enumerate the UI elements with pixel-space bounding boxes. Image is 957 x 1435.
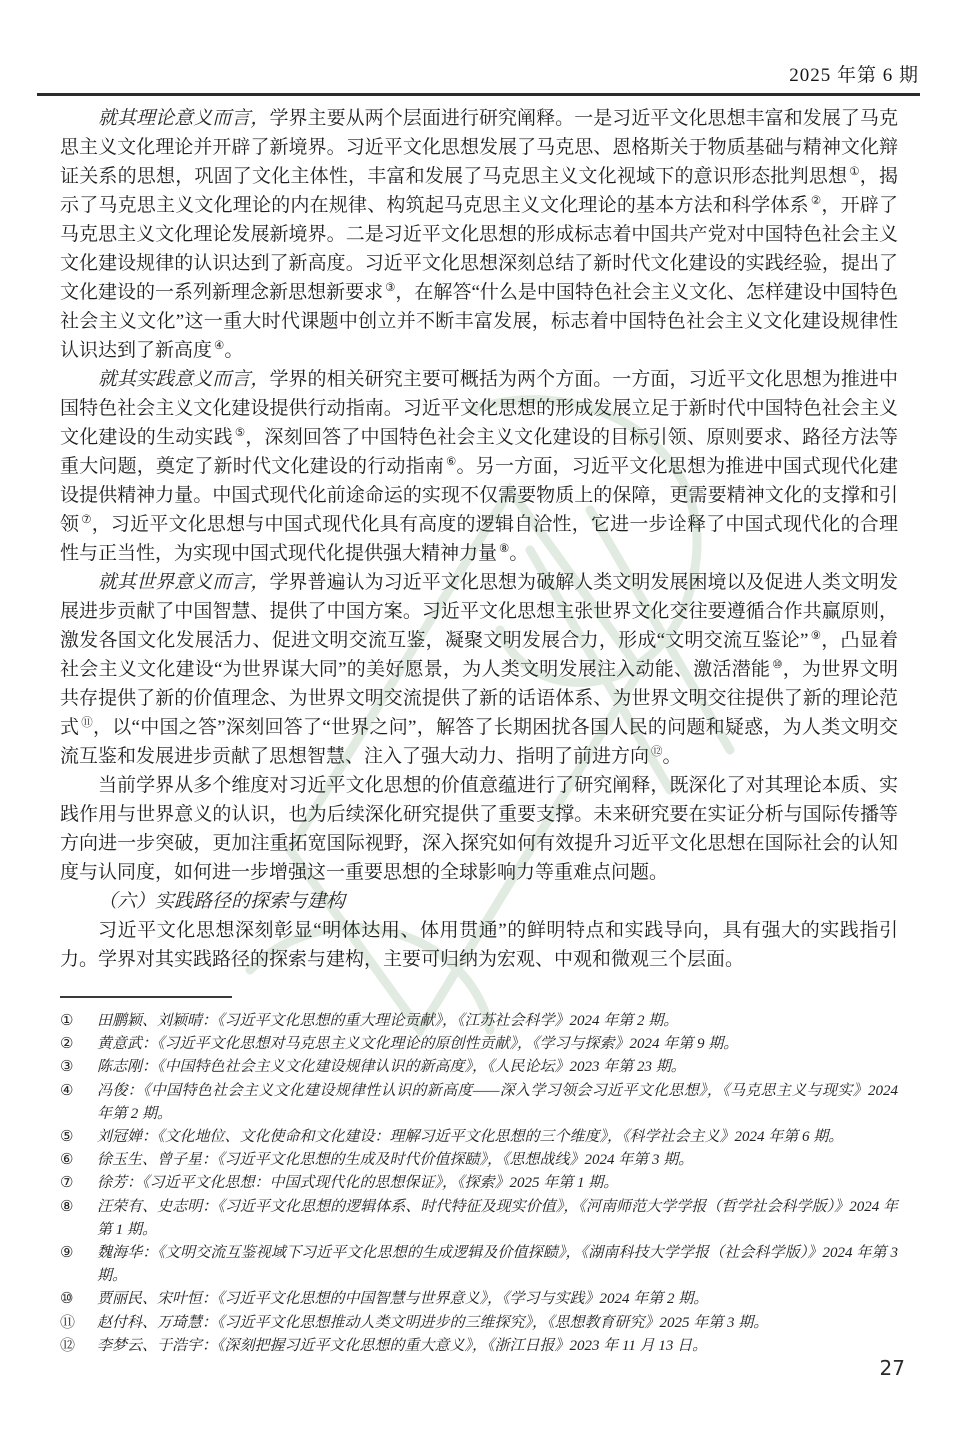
footnote-ref: ⑪ <box>81 716 94 729</box>
body-text: 。 <box>224 340 244 361</box>
body-text: 学界的相关研究主要可概括为两个方面。一方面，习近平文化思想为推进中国特色社会主义文化建设提供行动指南。习近平文化思想的形成发展立足于新时代中国特色社会主义文化建设的生动实践 <box>60 369 898 448</box>
body-text: 学界主要从两个层面进行研究阐释。一是习近平文化思想丰富和发展了马克思主义文化理论并开辟了新境界。习近平文化思想发展了马克思、恩格斯关于物质基础与精神文化辩证关系的思想，巩固了文化主体性，丰富和发展了马克思主义文化视域下的意识形态批判思想 <box>60 108 898 187</box>
body-text: 学界普遍认为习近平文化思想为破解人类文明发展困境以及促进人类文明发展进步贡献了中国智慧、提供了中国方案。习近平文化思想主张世界文化交往要遵循合作共赢原则，激发各国文化发展活力、促进文明交流互鉴，凝聚文明发展合力，形成“文明交流互鉴论” <box>60 572 898 651</box>
footnote-ref: ⑤ <box>234 426 246 439</box>
footnote-number: ③ <box>60 1059 74 1076</box>
lead-phrase: （六）实践路径的探索与建构 <box>98 891 346 912</box>
footnote-item <box>60 1080 898 1126</box>
body-text: ，在解答“什么是中国特色社会主义文化、怎样建设中国特色社会主义文化”这一重大时代课题中创立并不断丰富发展，标志着中国特色社会主义文化建设规律性认识达到了新高度 <box>60 282 898 361</box>
footnote-item <box>60 1033 898 1056</box>
footnote-number: ⑥ <box>60 1152 74 1169</box>
footnote-ref: ④ <box>214 339 225 352</box>
paragraph <box>60 771 898 887</box>
footnote-number: ① <box>60 1013 74 1029</box>
footnote-text: 赵付科、万琦慧：《习近平文化思想推动人类文明进步的三维探究》，《思想教育研究》2025 年第 3 期。 <box>97 1314 769 1331</box>
footnote-text: 魏海华：《文明交流互鉴视域下习近平文化思想的生成逻辑及价值探赜》，《湖南科技大学学报（社会科学版）》2024 年第 3 期。 <box>97 1245 898 1285</box>
lead-phrase: 就其理论意义而言， <box>98 108 270 129</box>
footnote-item <box>60 1172 898 1195</box>
footnote-section <box>60 996 898 1358</box>
body-text: ，开辟了马克思主义文化理论发展新境界。二是习近平文化思想的形成标志着中国共产党对中国特色社会主义文化建设规律的认识达到了新高度。习近平文化思想深刻总结了新时代文化建设的实践经验，提出了文化建设的一系列新理念新思想新要求 <box>60 195 898 303</box>
body-text: ，揭示了马克思主义文化理论的内在规律、构筑起马克思主义文化理论的基本方法和科学体系 <box>60 166 898 216</box>
footnote-list <box>60 1010 898 1358</box>
article-body <box>60 104 898 974</box>
footnote-number: ⑦ <box>60 1175 74 1192</box>
footnote-ref: ⑥ <box>446 455 457 468</box>
footnote-item <box>60 1288 898 1311</box>
body-text: ，深刻回答了中国特色社会主义文化建设的目标引领、原则要求、路径方法等重大问题，奠定了新时代文化建设的行动指南 <box>60 427 898 477</box>
lead-phrase: 就其世界意义而言， <box>98 572 270 593</box>
footnote-separator <box>60 996 232 998</box>
footnote-text: 汪荣有、史志明：《习近平文化思想的逻辑体系、时代特征及现实价值》，《河南师范大学学报（哲学社会科学版）》2024 年第 1 期。 <box>97 1198 898 1238</box>
footnote-item <box>60 1126 898 1149</box>
footnote-text: 徐玉生、曾子星：《习近平文化思想的生成及时代价值探赜》，《思想战线》2024 年第 3 期。 <box>97 1152 694 1169</box>
footnote-ref: ⑧ <box>499 542 510 555</box>
lead-phrase: 就其实践意义而言， <box>98 369 270 390</box>
footnote-item <box>60 1149 898 1172</box>
footnote-number: ⑫ <box>60 1337 76 1354</box>
page-number: 27 <box>879 1356 905 1380</box>
footnote-ref: ⑩ <box>772 658 783 671</box>
body-text: 习近平文化思想深刻彰显“明体达用、体用贯通”的鲜明特点和实践导向，具有强大的实践指引力。学界对其实践路径的探索与建构，主要可归纳为宏观、中观和微观三个层面。 <box>60 920 898 970</box>
section-heading <box>60 887 898 916</box>
footnote-ref: ② <box>810 194 822 207</box>
footnote-ref: ① <box>849 165 860 178</box>
footnote-ref: ⑨ <box>810 629 822 642</box>
body-text: 。 <box>662 746 682 767</box>
body-text: ，习近平文化思想与中国式现代化具有高度的逻辑自洽性，它进一步诠释了中国式现代化的合理性与正当性，为实现中国式现代化提供强大精神力量 <box>60 514 898 564</box>
footnote-item <box>60 1056 898 1079</box>
body-text: 。另一方面，习近平文化思想为推进中国式现代化建设提供精神力量。中国式现代化前途命运的实现不仅需要物质上的保障，更需要精神文化的支撑和引领 <box>60 456 898 535</box>
footnote-item <box>60 1196 898 1242</box>
header-rule <box>37 93 920 96</box>
body-text: ，为世界文明共存提供了新的价值理念、为世界文明交流提供了新的话语体系、为世界文明交往提供了新的理论范式 <box>60 659 898 738</box>
footnote-text: 黄意武：《习近平文化思想对马克思主义文化理论的原创性贡献》，《学习与探索》2024 年第 9 期。 <box>97 1036 739 1053</box>
footnote-number: ⑧ <box>60 1198 74 1215</box>
body-text: ，凸显着社会主义文化建设“为世界谋大同”的美好愿景，为人类文明发展注入动能、激活潜能 <box>60 630 899 680</box>
paragraph <box>60 916 898 974</box>
footnote-text: 刘冠婵：《文化地位、文化使命和文化建设：理解习近平文化思想的三个维度》，《科学社会主义》2024 年第 6 期。 <box>97 1129 844 1146</box>
footnote-number: ④ <box>60 1082 74 1099</box>
footnote-number: ⑪ <box>60 1314 76 1331</box>
footnote-item <box>60 1335 898 1358</box>
footnote-ref: ⑫ <box>651 745 663 758</box>
footnote-ref: ③ <box>385 281 396 294</box>
footnote-ref: ⑦ <box>81 513 92 526</box>
footnote-number: ⑩ <box>60 1291 74 1308</box>
footnote-text: 冯俊：《中国特色社会主义文化建设规律性认识的新高度——深入学习领会习近平文化思想》，《马克思主义与现实》2024 年第 2 期。 <box>97 1082 898 1122</box>
footnote-item <box>60 1312 898 1335</box>
body-text: ，以“中国之答”深刻回答了“世界之问”，解答了长期困扰各国人民的问题和疑惑，为人类文明交流互鉴和发展进步贡献了思想智慧、注入了强大动力、指明了前进方向 <box>60 717 898 767</box>
footnote-item <box>60 1242 898 1288</box>
body-text: 当前学界从多个维度对习近平文化思想的价值意蕴进行了研究阐释，既深化了对其理论本质、实践作用与世界意义的认识，也为后续深化研究提供了重要支撑。未来研究要在实证分析与国际传播等方向进一步突破，更加注重拓宽国际视野，深入探究如何有效提升习近平文化思想在国际社会的认知度与认同度，如何进一步增强这一重要思想的全球影响力等重难点问题。 <box>60 775 898 883</box>
footnote-text: 徐芳：《习近平文化思想：中国式现代化的思想保证》，《探索》2025 年第 1 期。 <box>97 1175 619 1192</box>
footnote-text: 李梦云、于浩宇：《深刻把握习近平文化思想的重大意义》，《浙江日报》2023 年 11 月 13 日。 <box>97 1337 708 1354</box>
footnote-text: 陈志刚：《中国特色社会主义文化建设规律认识的新高度》，《人民论坛》2023 年第 23 期。 <box>97 1059 686 1076</box>
footnote-item <box>60 1010 898 1033</box>
footnote-number: ② <box>60 1036 74 1053</box>
paragraph <box>60 104 898 365</box>
footnote-number: ⑨ <box>60 1245 74 1262</box>
footnote-text: 田鹏颖、刘颖晴：《习近平文化思想的重大理论贡献》，《江苏社会科学》2024 年第 2 期。 <box>97 1013 679 1029</box>
journal-issue-label: 2025 年第 6 期 <box>789 65 919 86</box>
footnote-number: ⑤ <box>60 1129 74 1146</box>
paragraph <box>60 568 898 771</box>
paragraph <box>60 365 898 568</box>
footnote-text: 贾丽民、宋叶恒：《习近平文化思想的中国智慧与世界意义》，《学习与实践》2024 年第 2 期。 <box>97 1291 709 1308</box>
body-text: 。 <box>509 543 529 564</box>
